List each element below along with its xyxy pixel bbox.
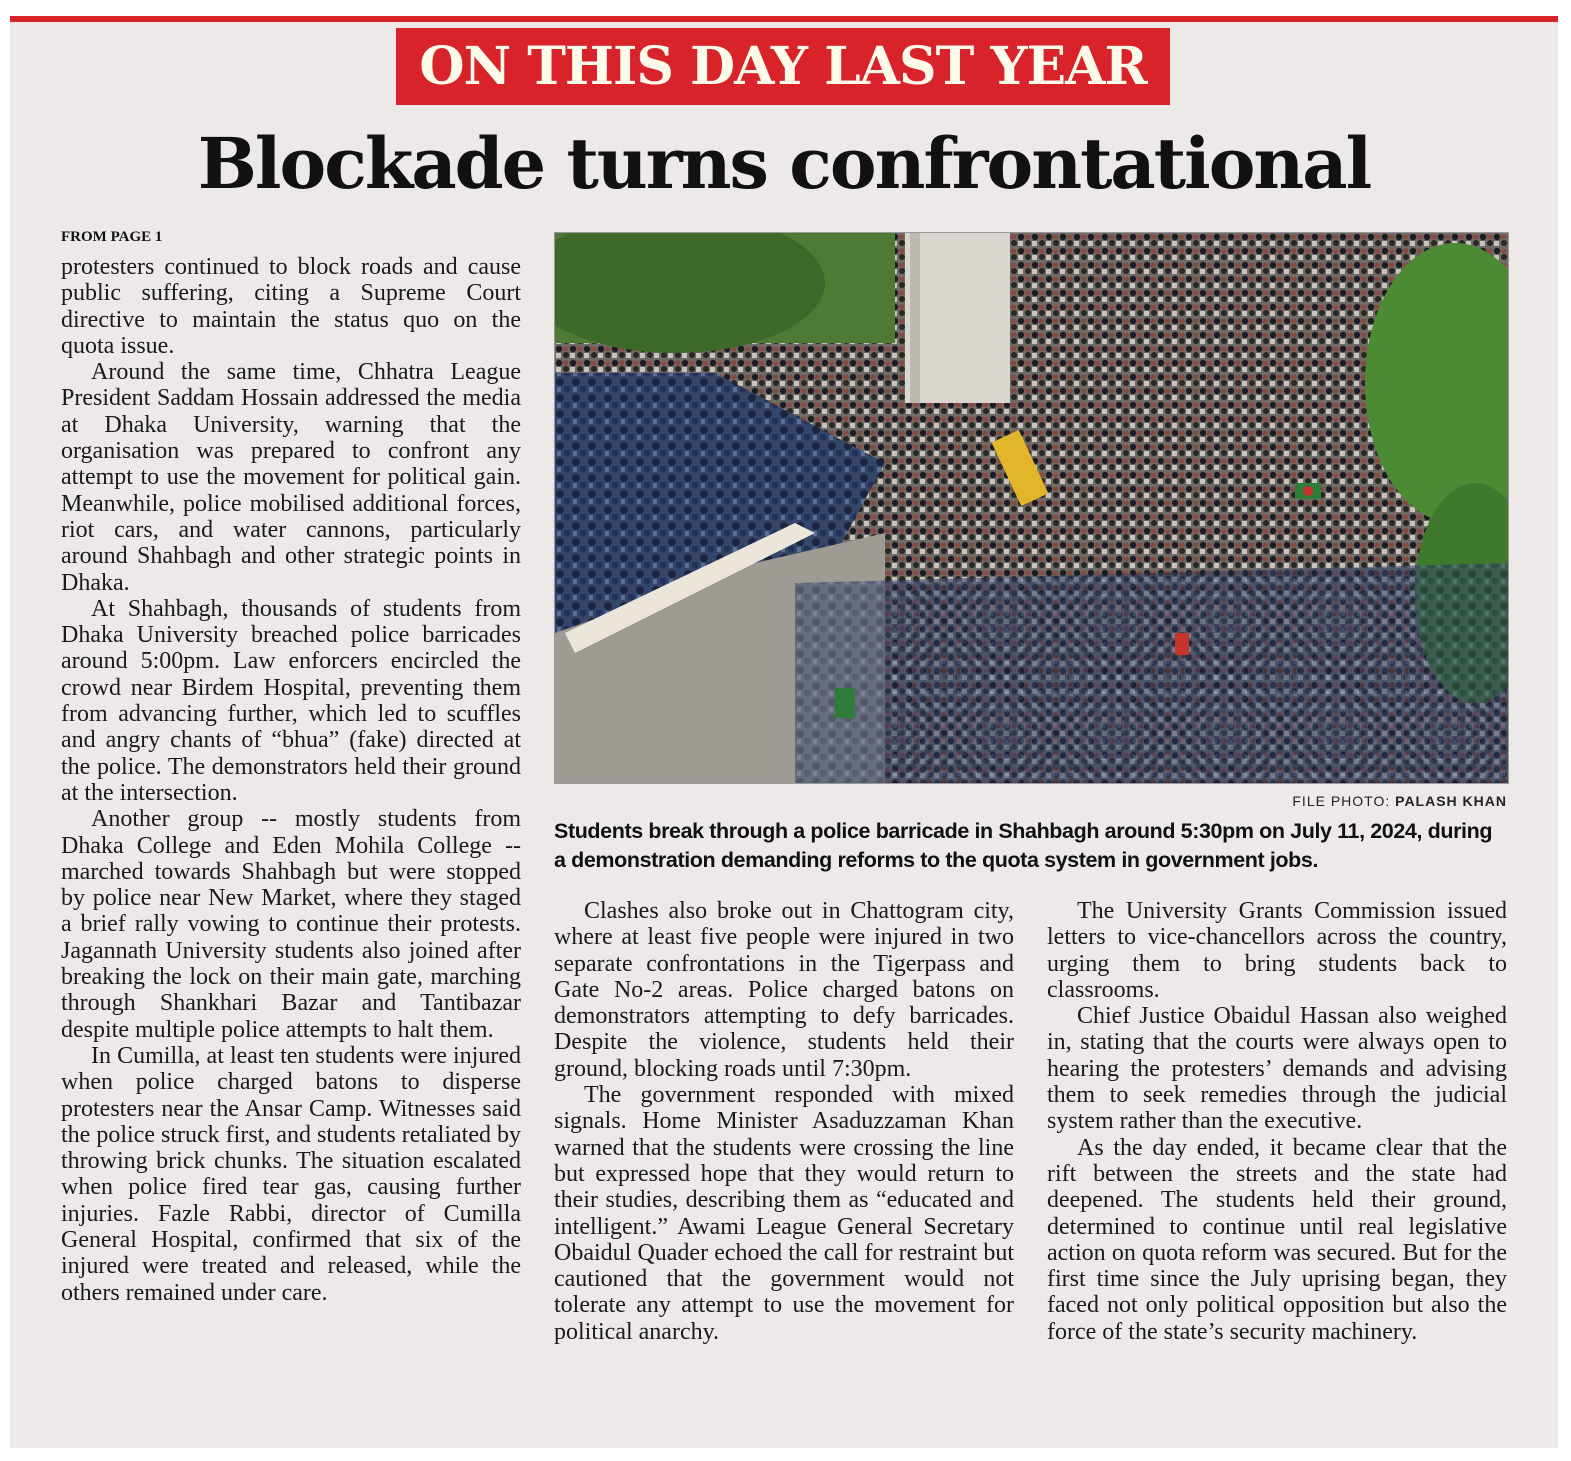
continuation-kicker: FROM PAGE 1 xyxy=(61,229,163,245)
paragraph: At Shahbagh, thousands of students from Dhaka University breached police barricades around 5:00pm. Law enforcers encircled the crowd near Birdem Hospital, preventing them from advancing further, which led to scuffles and angry chants of “bhua” (fake) directed at the police. The demonstrators held their ground at the intersection. xyxy=(61,595,521,806)
paragraph: As the day ended, it became clear that the rift between the streets and the state had deepened. The students held their ground, determined to continue until real legislative action on quota reform was secured. But for the first time since the July uprising began, they faced not only political opposition but also the force of the state’s security machinery. xyxy=(1047,1134,1507,1345)
photo-caption: Students break through a police barricade in Shahbagh around 5:30pm on July 11, 2024, during a demonstration demanding reforms to the quota system in government jobs. xyxy=(554,819,1493,872)
article-column-1 xyxy=(61,254,521,1306)
paragraph: Chief Justice Obaidul Hassan also weighed in, stating that the courts were always open to hearing the protesters’ demands and advising them to seek remedies through the judicial system rather than the executive. xyxy=(1047,1003,1507,1135)
headline: Blockade turns confrontational xyxy=(197,122,1371,205)
article-column-3 xyxy=(1047,898,1507,1345)
paragraph: Another group -- mostly students from Dhaka College and Eden Mohila College -- marched towards Shahbagh but were stopped by police near New Market, where they staged a brief rally vowing to continue their protests. Jagannath University students also joined after breaking the lock on their main gate, marching through Shankhari Bazar and Tantibazar despite multiple police attempts to halt them. xyxy=(61,806,521,1043)
section-banner-label: ON THIS DAY LAST YEAR xyxy=(419,36,1147,97)
photo-credit-name: PALASH KHAN xyxy=(1395,793,1507,809)
news-photo-crowd xyxy=(554,232,1509,784)
paragraph: Clashes also broke out in Chattogram city, where at least five people were injured in two separate confrontations in the Tigerpass and Gate No-2 areas. Police charged batons on demonstrators attempting to defy barricades. Despite the violence, students held their ground, blocking roads until 7:30pm. xyxy=(554,898,1014,1082)
paragraph: In Cumilla, at least ten students were injured when police charged batons to disperse protesters near the Ansar Camp. Witnesses said the police struck first, and students retaliated by throwing brick chunks. The situation escalated when police fired tear gas, causing further injuries. Fazle Rabbi, director of Cumilla General Hospital, confirmed that six of the injured were treated and released, while the others remained under care. xyxy=(61,1042,521,1306)
paragraph: The government responded with mixed signals. Home Minister Asaduzzaman Khan warned that the students were crossing the line but expressed hope that they would return to their studies, describing them as “educated and intelligent.” Awami League General Secretary Obaidul Quader echoed the call for restraint but cautioned that the government would not tolerate any attempt to use the movement for political anarchy. xyxy=(554,1082,1014,1345)
paragraph: Around the same time, Chhatra League President Saddam Hossain addressed the media at Dhaka University, warning that the organisation was prepared to confront any attempt to use the movement for political gain. Meanwhile, police mobilised additional forces, riot cars, and water cannons, particularly around Shahbagh and other strategic points in Dhaka. xyxy=(61,359,521,596)
photo-credit xyxy=(1292,793,1507,809)
section-banner xyxy=(396,28,1170,105)
article-column-2 xyxy=(554,898,1014,1345)
photo-credit-prefix: FILE PHOTO: xyxy=(1292,793,1391,809)
paragraph: protesters continued to block roads and cause public suffering, citing a Supreme Court directive to maintain the status quo on the quota issue. xyxy=(61,254,521,359)
paragraph: The University Grants Commission issued letters to vice-chancellors across the country, urging them to bring students back to classrooms. xyxy=(1047,898,1507,1003)
newspaper-page xyxy=(10,16,1558,1448)
photo-illustration xyxy=(555,233,1508,783)
